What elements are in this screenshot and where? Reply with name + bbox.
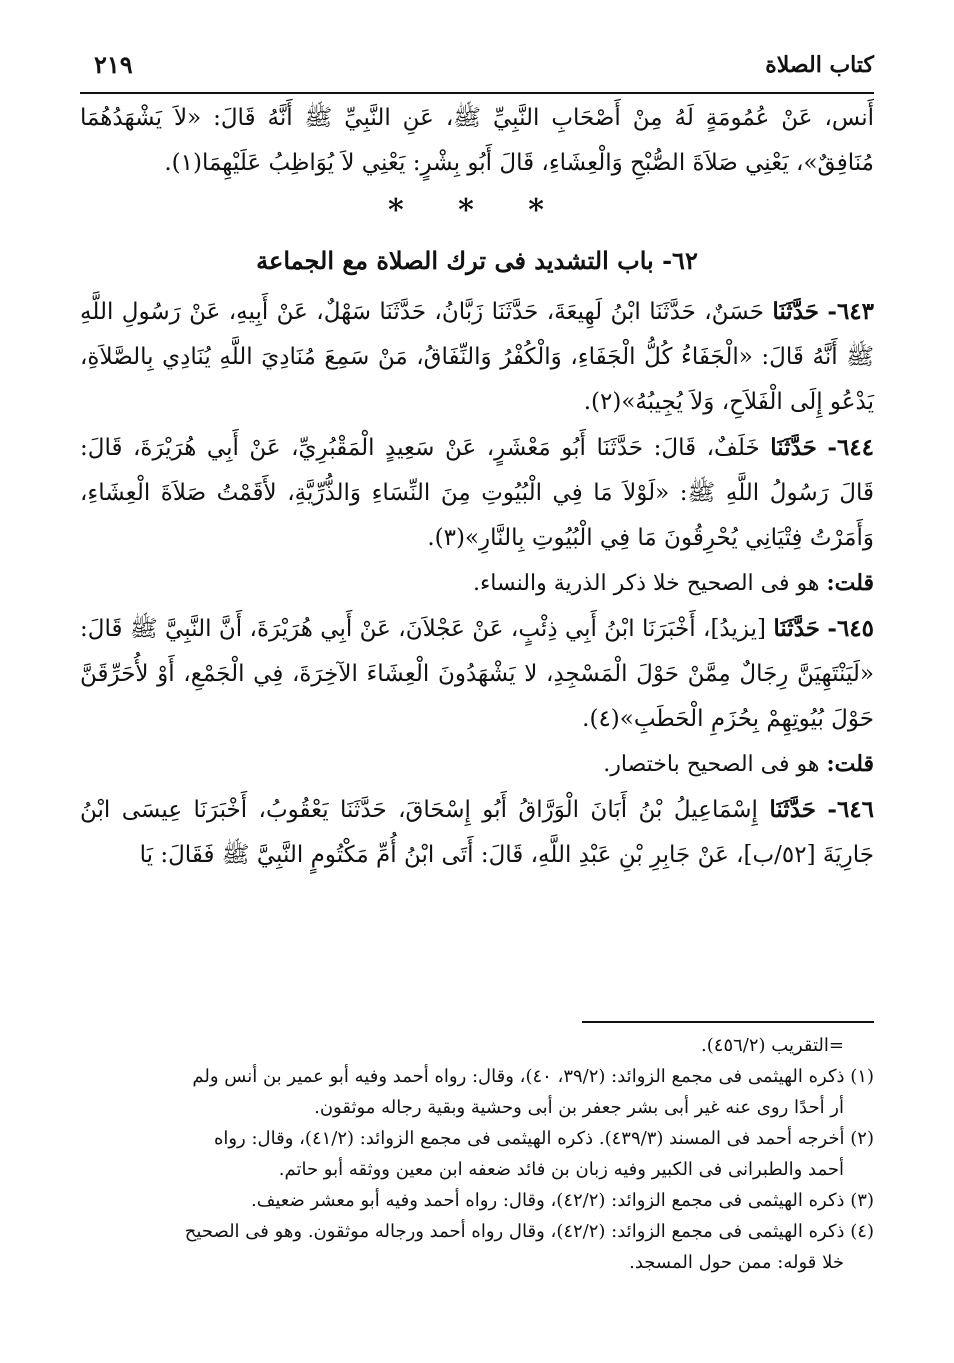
footnote-4: (٤) ذكره الهيثمى فى مجمع الزوائد: (٤٢/٢)، وقال رواه أحمد ورجاله موثقون. وهو فى الصحيح <box>184 1221 874 1242</box>
hadith-643 <box>80 289 874 425</box>
chapter-title: ٦٢- باب التشديد فى ترك الصلاة مع الجماعة <box>256 246 698 275</box>
opening-paragraph: أَنس، عَنْ عُمُومَةٍ لَهُ مِنْ أَصْحَابِ النَّبِيِّ ﷺ، عَنِ النَّبِيِّ ﷺ أَنَّهُ قَالَ: «لاَ يَشْهَدُهُمَا مُنَافِقٌ»، يَعْنِي صَلاَةَ الصُّبْحِ وَالْعِشَاءِ، قَالَ أَبُو بِشْرٍ: يَعْنِي لاَ يُوَاظِبُ عَلَيْهِمَا(١). <box>80 105 874 176</box>
commentary-645 <box>80 742 874 787</box>
hadith-number: ٦٤٣- <box>827 298 874 325</box>
haddatha-label: حَدَّثَنَا <box>769 796 816 823</box>
commentary-644 <box>80 561 874 606</box>
footnote-divider <box>582 1021 874 1023</box>
section-separator: * * * <box>388 193 566 228</box>
footnotes <box>80 1030 874 1278</box>
qult-label: قلت: <box>826 751 874 777</box>
hadith-text: حَسَنٌ، حَدَّثَنَا ابْنُ لَهِيعَةَ، حَدَّثَنَا زَبَّانُ، حَدَّثَنَا سَهْلٌ، عَنْ أَبِيهِ، عَنْ رَسُولِ اللَّهِ ﷺ أَنَّهُ قَالَ: «الْجَفَاءُ كُلُّ الْجَفَاءِ، وَالْكُفْرُ وَالنِّفَاقُ، مَنْ سَمِعَ مُنَادِيَ اللَّهِ يُنَادِي بِالصَّلاَةِ، يَدْعُو إِلَى الْفَلاَحِ، وَلاَ يُجِيبُهُ»(٢). <box>80 299 874 415</box>
page-header <box>80 48 874 94</box>
hadith-number: ٦٤٤- <box>827 434 875 461</box>
footnote-2: (٢) أخرجه أحمد فى المسند (٤٣٩/٣). ذكره الهيثمى فى مجمع الزوائد: (٤١/٢)، وقال: رواه <box>213 1128 874 1149</box>
footnote-carryover: =التقريب (٤٥٦/٢). <box>701 1035 844 1056</box>
footnote-4-cont: خلا قوله: ممن حول المسجد. <box>629 1252 844 1273</box>
hadith-number: ٦٤٦- <box>827 796 875 823</box>
footnote-2-cont: أحمد والطبرانى فى الكبير وفيه زبان بن فائد ضعفه ابن معين ووثقه أبو حاتم. <box>278 1159 844 1180</box>
hadith-number: ٦٤٥- <box>827 615 874 642</box>
qult-label: قلت: <box>826 570 874 596</box>
hadith-text: [يزيدُ]، أَخْبَرَنَا ابْنُ أَبِي ذِئْبٍ، عَنْ عَجْلاَنَ، عَنْ أَبِي هُرَيْرَةَ، أَنَّ النَّبِيَّ ﷺ قَالَ: «لَيَنْتَهِيَنَّ رِجَالٌ مِمَّنْ حَوْلَ الْمَسْجِدِ، لا يَشْهَدُونَ الْعِشَاءَ الآخِرَةَ، فِي الْجَمْعِ، أَوْ لأُحَرِّقَنَّ حَوْلَ بُيُوتِهِمْ بِحُزَمِ الْحَطَبِ»(٤). <box>80 616 874 732</box>
hadith-text: خَلَفٌ، قَالَ: حَدَّثَنَا أَبُو مَعْشَرٍ، عَنْ سَعِيدٍ الْمَقْبُرِيِّ، عَنْ أَبِي هُرَيْرَةَ، قَالَ: قَالَ رَسُولُ اللَّهِ ﷺ: «لَوْلاَ مَا فِي الْبُيُوتِ مِنَ النِّسَاءِ وَالذُّرِّيَّةِ، لأَقَمْتُ صَلاَةَ الْعِشَاءِ، وَأَمَرْتُ فِتْيَانِي يُحْرِقُونَ مَا فِي الْبُيُوتِ بِالنَّارِ»(٣). <box>80 435 874 551</box>
haddatha-label: حَدَّثَنَا <box>770 434 817 461</box>
main-text <box>80 96 874 878</box>
haddatha-label: حَدَّثَنَا <box>773 615 820 642</box>
hadith-645 <box>80 606 874 742</box>
footnote-1: (١) ذكره الهيثمى فى مجمع الزوائد: (٣٩/٢، ٤٠)، وقال: رواه أحمد وفيه أبو عمير بن أنس ولم <box>192 1066 874 1087</box>
footnote-3: (٣) ذكره الهيثمى فى مجمع الزوائد: (٤٢/٢)، وقال: رواه أحمد وفيه أبو معشر ضعيف. <box>250 1190 874 1211</box>
running-title: كتاب الصلاة <box>765 52 874 78</box>
haddatha-label: حَدَّثَنَا <box>772 298 819 325</box>
qult-text: هو فى الصحيح باختصار. <box>603 752 820 777</box>
page-number: ٢١٩ <box>94 50 133 79</box>
hadith-644 <box>80 425 874 561</box>
footnote-1-cont: أر أحدًا روى عنه غير أبى بشر جعفر بن أبى وحشية وبقية رجاله موثقون. <box>314 1097 844 1118</box>
hadith-text: إِسْمَاعِيلُ بْنُ أَبَانَ الْوَرَّاقُ أَبُو إِسْحَاقَ، حَدَّثَنَا يَعْقُوبُ، أَخْبَرَنَا عِيسَى ابْنُ جَارِيَةَ [٥٢/ب]، عَنْ جَابِرِ بْنِ عَبْدِ اللَّهِ، قَالَ: أَتَى ابْنُ أُمِّ مَكْتُومٍ النَّبِيَّ ﷺ فَقَالَ: يَا <box>80 797 874 868</box>
hadith-646 <box>80 787 874 878</box>
qult-text: هو فى الصحيح خلا ذكر الذرية والنساء. <box>472 571 820 596</box>
